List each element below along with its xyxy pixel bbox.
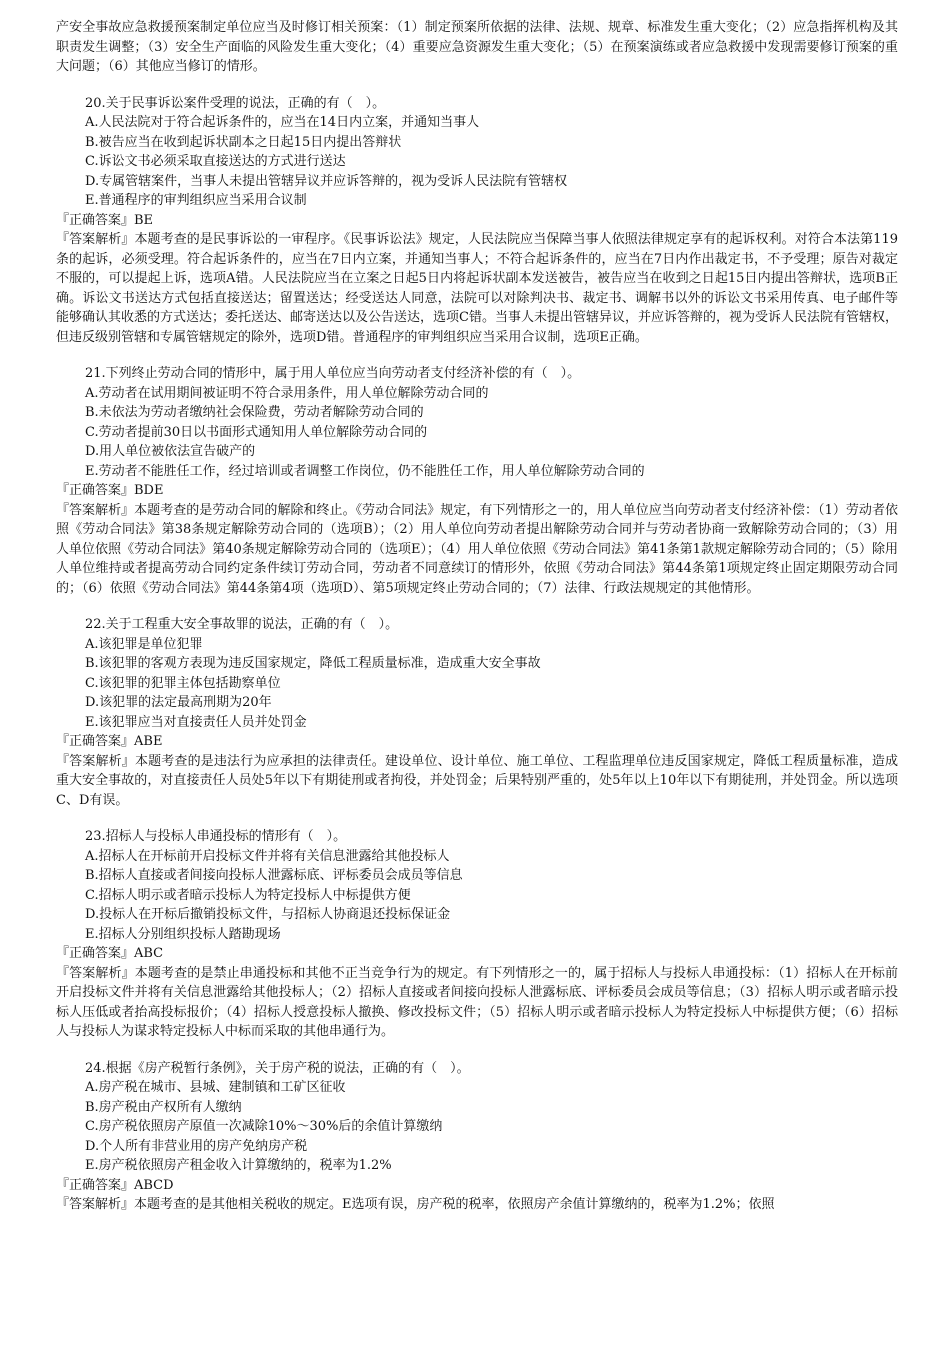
- option-d: D.该犯罪的法定最高刑期为20年: [85, 695, 272, 710]
- option-c: C.劳动者提前30日以书面形式通知用人单位解除劳动合同的: [85, 424, 428, 440]
- option-e: E.劳动者不能胜任工作，经过培训或者调整工作岗位，仍不能胜任工作，用人单位解除劳动合同的: [85, 463, 645, 479]
- option-e: E.该犯罪应当对直接责任人员并处罚金: [85, 714, 307, 730]
- option-a: A.招标人在开标前开启投标文件并将有关信息泄露给其他投标人: [85, 848, 450, 864]
- answer-explanation: 『答案解析』本题考查的是禁止串通投标和其他不正当竞争行为的规定。有下列情形之一的，属于招标人与投标人串通投标：（1）招标人在开标前开启投标文件并将有关信息泄露给其他投标人；（2）招标人直接或者间接向投标人泄露标底、评标委员会成员等信息；（3）招标人明示或者暗示投标人压低或者抬高投标报价；（4）招标人授意投标人撤换、修改投标文件；（5）招标人明示或者暗示投标人为特定投标人中标提供方便；（6）招标人与投标人为谋求特定投标人中标而采取的其他串通行为。: [56, 965, 898, 1039]
- question-stem: 23.招标人与投标人串通投标的情形有（ ）。: [85, 829, 347, 844]
- option-e: E.招标人分别组织投标人踏勘现场: [85, 926, 281, 942]
- correct-answer: 『正确答案』ABCD: [56, 1177, 174, 1193]
- option-e: E.房产税依照房产租金收入计算缴纳的，税率为1.2%: [85, 1158, 392, 1173]
- question-stem: 21.下列终止劳动合同的情形中，属于用人单位应当向劳动者支付经济补偿的有（ ）。: [85, 366, 581, 381]
- option-c: C.招标人明示或者暗示投标人为特定投标人中标提供方便: [85, 887, 411, 903]
- correct-answer: 『正确答案』ABE: [56, 734, 163, 749]
- option-a: A.该犯罪是单位犯罪: [85, 636, 203, 652]
- option-b: B.被告应当在收到起诉状副本之日起15日内提出答辩状: [85, 134, 402, 150]
- option-d: D.投标人在开标后撤销投标文件，与招标人协商退还投标保证金: [85, 907, 451, 922]
- answer-explanation: 『答案解析』本题考查的是违法行为应承担的法律责任。建设单位、设计单位、施工单位、工程监理单位违反国家规定，降低工程质量标准，造成重大安全事故的，对直接责任人员处5年以下有期徒刑或者拘役，并处罚金；后果特别严重的，处5年以上10年以下有期徒刑，并处罚金。所以选项C、D有误。: [56, 753, 898, 808]
- answer-explanation: 『答案解析』本题考查的是民事诉讼的一审程序。《民事诉讼法》规定，人民法院应当保障当事人依照法律规定享有的起诉权利。对符合本法第119条的起诉，必须受理。符合起诉条件的，应当在7日内立案，并通知当事人；不符合起诉条件的，应当在7日内作出裁定书，不予受理；原告对裁定不服的，可以提起上诉，选项A错。人民法院应当在立案之日起5日内将起诉状副本发送被告，被告应当在收到之日起15日内提出答辩状，选项B正确。诉讼文书送达方式包括直接送达；留置送达；经受送达人同意，法院可以对除判决书、裁定书、调解书以外的诉讼文书采用传真、电子邮件等能够确认其收悉的方式送达；委托送达、邮寄送达以及公告送达，选项C错。当事人未提出管辖异议，并应诉答辩的，视为受诉人民法院有管辖权，但违反级别管辖和专属管辖规定的除外，选项D错。普通程序的审判组织应当采用合议制，选项E正确。: [56, 232, 898, 345]
- option-b: B.未依法为劳动者缴纳社会保险费，劳动者解除劳动合同的: [85, 405, 424, 420]
- question-block-21: [56, 364, 898, 598]
- correct-answer: 『正确答案』BDE: [56, 483, 164, 498]
- question-stem: 24.根据《房产税暂行条例》，关于房产税的说法，正确的有（ ）。: [85, 1060, 470, 1076]
- question-stem: 20.关于民事诉讼案件受理的说法，正确的有（ ）。: [85, 95, 386, 111]
- answer-explanation: 『答案解析』本题考查的是劳动合同的解除和终止。《劳动合同法》规定，有下列情形之一的，用人单位应当向劳动者支付经济补偿：（1）劳动者依照《劳动合同法》第38条规定解除劳动合同的（选项B）；（2）用人单位向劳动者提出解除劳动合同并与劳动者协商一致解除劳动合同的；（3）用人单位依照《劳动合同法》第40条规定解除劳动合同的（选项E）；（4）用人单位依照《劳动合同法》第41条第1款规定解除劳动合同的；（5）除用人单位维持或者提高劳动合同约定条件续订劳动合同，劳动者不同意续订的情形外，依照《劳动合同法》第44条第1项规定终止固定期限劳动合同的；（6）依照《劳动合同法》第44条第4项（选项D）、第5项规定终止劳动合同的；（7）法律、行政法规规定的其他情形。: [56, 502, 898, 596]
- option-d: D.个人所有非营业用的房产免纳房产税: [85, 1138, 308, 1154]
- option-e: E.普通程序的审判组织应当采用合议制: [85, 193, 307, 208]
- option-b: B.招标人直接或者间接向投标人泄露标底、评标委员会成员等信息: [85, 868, 463, 883]
- option-a: A.人民法院对于符合起诉条件的，应当在14日内立案，并通知当事人: [85, 115, 480, 130]
- question-block-22: [56, 615, 898, 810]
- correct-answer: 『正确答案』ABC: [56, 946, 164, 961]
- option-c: C.房产税依照房产原值一次减除10%～30%后的余值计算缴纳: [85, 1119, 443, 1134]
- question-block-24: [56, 1059, 898, 1215]
- option-a: A.房产税在城市、县城、建制镇和工矿区征收: [85, 1080, 346, 1095]
- question-stem: 22.关于工程重大安全事故罪的说法，正确的有（ ）。: [85, 617, 399, 632]
- intro-paragraph: 产安全事故应急救援预案制定单位应当及时修订相关预案：（1）制定预案所依据的法律、法规、规章、标准发生重大变化；（2）应急指挥机构及其职责发生调整；（3）安全生产面临的风险发生重大变化；（4）重要应急资源发生重大变化；（5）在预案演练或者应急救援中发现需要修订预案的重大问题；（6）其他应当修订的情形。: [56, 20, 898, 74]
- option-c: C.该犯罪的犯罪主体包括勘察单位: [85, 675, 281, 691]
- option-d: D.专属管辖案件，当事人未提出管辖异议并应诉答辩的，视为受诉人民法院有管辖权: [85, 173, 568, 189]
- option-b: B.该犯罪的客观方表现为违反国家规定，降低工程质量标准，造成重大安全事故: [85, 656, 541, 671]
- option-c: C.诉讼文书必须采取直接送达的方式进行送达: [85, 154, 346, 169]
- question-block-23: [56, 827, 898, 1042]
- answer-explanation: 『答案解析』本题考查的是其他相关税收的规定。E选项有误，房产税的税率，依照房产余值计算缴纳的，税率为1.2%；依照: [56, 1197, 775, 1212]
- question-block-20: [56, 94, 898, 348]
- option-a: A.劳动者在试用期间被证明不符合录用条件，用人单位解除劳动合同的: [85, 385, 489, 401]
- option-d: D.用人单位被依法宣告破产的: [85, 444, 256, 459]
- correct-answer: 『正确答案』BE: [56, 212, 154, 228]
- option-b: B.房产税由产权所有人缴纳: [85, 1099, 242, 1115]
- document-page: [56, 18, 898, 1215]
